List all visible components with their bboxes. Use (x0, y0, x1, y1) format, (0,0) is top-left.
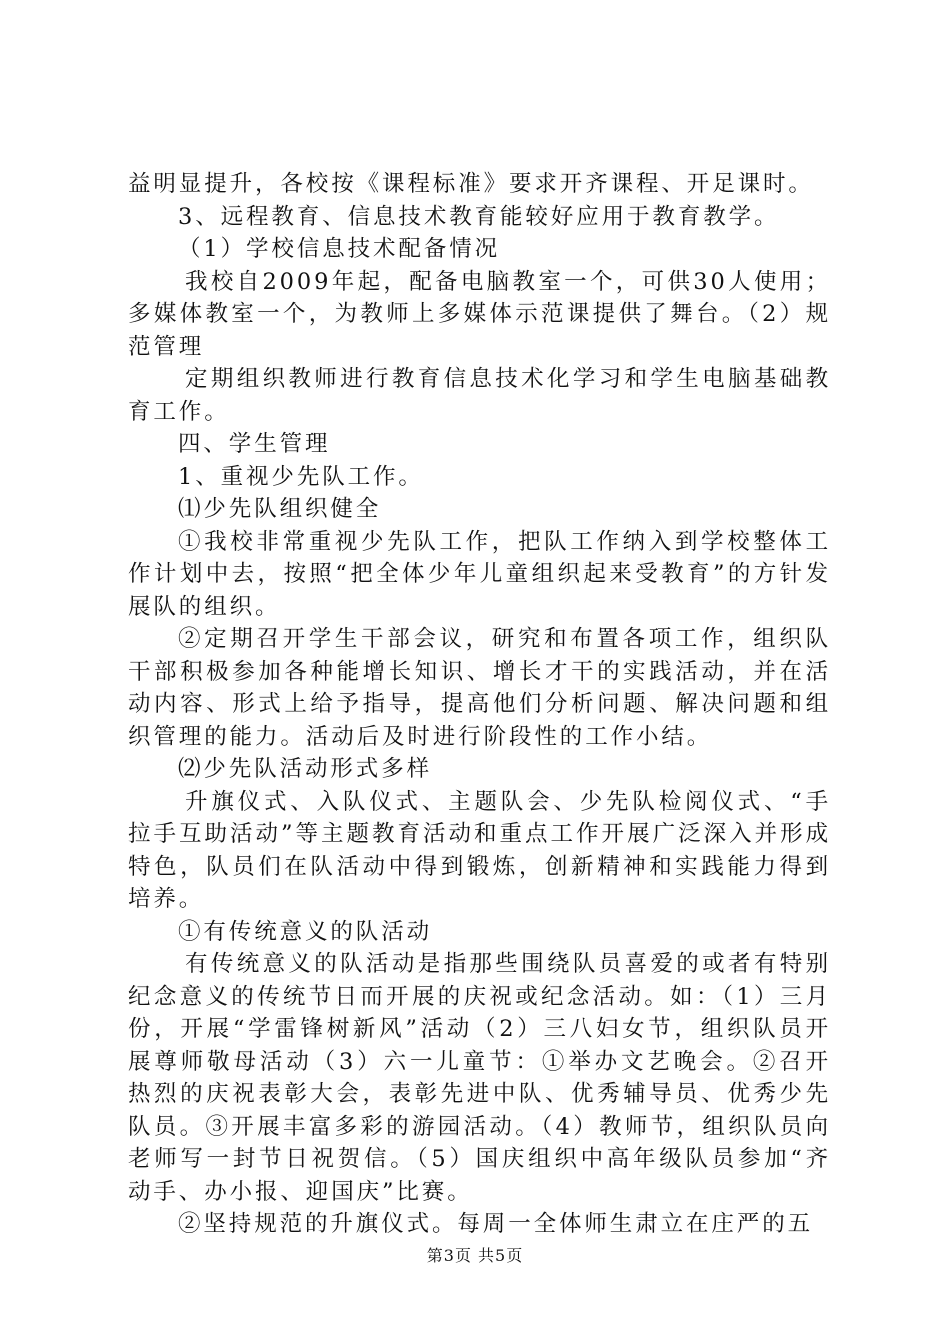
paragraph: 升旗仪式、入队仪式、主题队会、少先队检阅仪式、“手拉手互助活动”等主题教育活动和重点工作开展广泛深入并形成特色，队员们在队活动中得到锻炼，创新精神和实践能力得到培养。 (128, 788, 831, 912)
paragraph: 我校自2009年起，配备电脑教室一个，可供30人使用；多媒体教室一个，为教师上多媒体示范课提供了舞台。（2）规范管理 (128, 268, 831, 360)
paragraph: ②坚持规范的升旗仪式。每周一全体师生肃立在庄严的五 (178, 1211, 814, 1237)
paragraph: 1、重视少先队工作。 (178, 463, 424, 490)
paragraph: 3、远程教育、信息技术教育能较好应用于教育教学。 (178, 203, 780, 230)
document-body (128, 168, 831, 1241)
paragraph: ②定期召开学生干部会议，研究和布置各项工作，组织队干部积极参加各种能增长知识、增长才干的实践活动，并在活动内容、形式上给予指导，提高他们分析问题、解决问题和组织管理的能力。活动后及时进行阶段性的工作小结。 (128, 626, 831, 750)
page-footer: 第3页 共5页 (426, 1246, 524, 1265)
paragraph: ①有传统意义的队活动 (178, 918, 433, 945)
paragraph: 益明显提升，各校按《课程标准》要求开齐课程、开足课时。 (128, 171, 814, 197)
section-heading: 四、学生管理 (178, 431, 331, 457)
paragraph: （1）学校信息技术配备情况 (178, 236, 501, 262)
paragraph: ⑵少先队活动形式多样 (178, 756, 433, 782)
paragraph: 有传统意义的队活动是指那些围绕队员喜爱的或者有特别纪念意义的传统节日而开展的庆祝或纪念活动。如：（1）三月份，开展“学雷锋树新风”活动（2）三八妇女节，组织队员开展尊师敬母活动（3）六一儿童节：①举办文艺晚会。②召开热烈的庆祝表彰大会，表彰先进中队、优秀辅导员、优秀少先队员。③开展丰富多彩的游园活动。（4）教师节，组织队员向老师写一封节日祝贺信。（5）国庆组织中高年级队员参加“齐动手、办小报、迎国庆”比赛。 (128, 951, 831, 1205)
paragraph: ⑴少先队组织健全 (178, 496, 382, 522)
paragraph: 定期组织教师进行教育信息技术化学习和学生电脑基础教育工作。 (128, 366, 831, 425)
paragraph: ①我校非常重视少先队工作，把队工作纳入到学校整体工作计划中去，按照“把全体少年儿童组织起来受教育”的方针发展队的组织。 (128, 528, 831, 620)
